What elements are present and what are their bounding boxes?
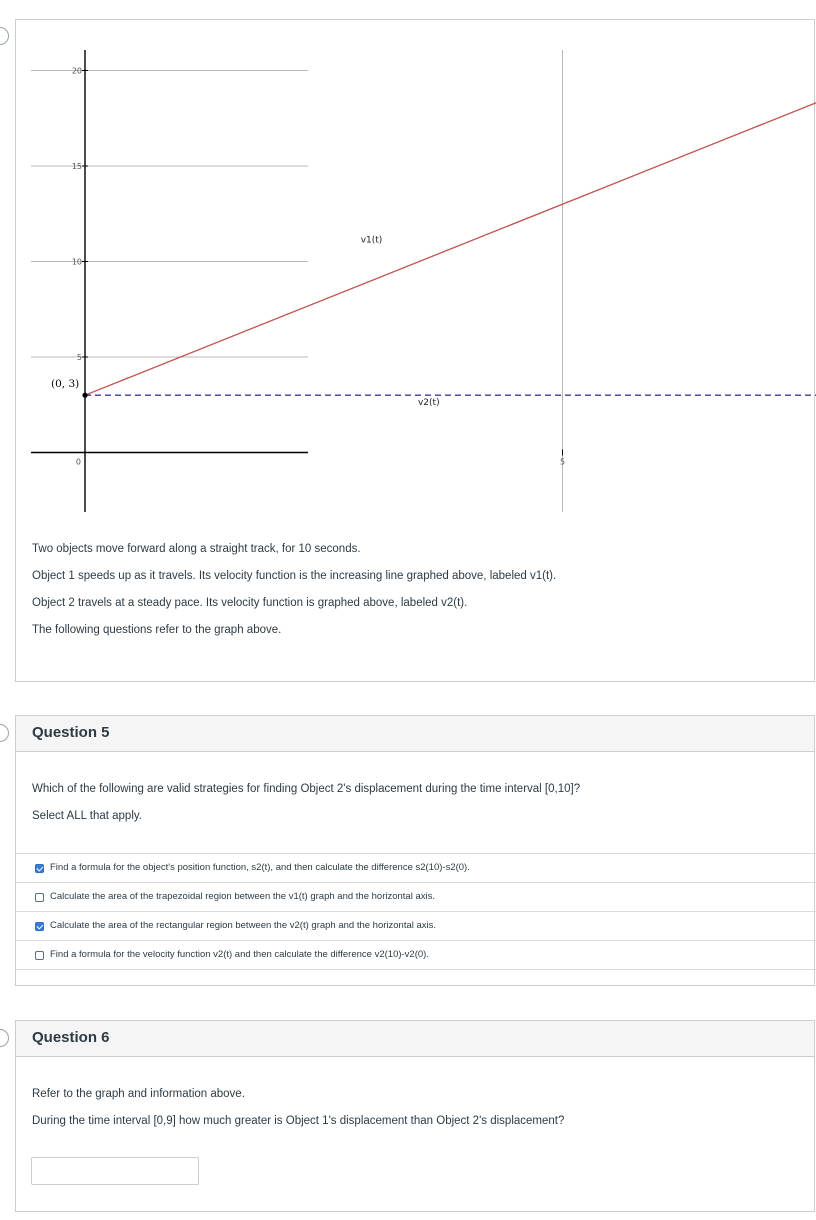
question-6-panel (15, 1020, 815, 1212)
question-title: Question 5 (32, 724, 110, 741)
intro-paragraph-1: Two objects move forward along a straight track, for 10 seconds. (32, 543, 361, 555)
question-header (16, 716, 814, 752)
question-prompt: During the time interval [0,9] how much greater is Object 1's displacement than Object 2's displacement? (32, 1115, 565, 1127)
answer-option-4[interactable] (16, 940, 816, 970)
point-label: (0, 3) (51, 378, 80, 391)
x-tick-label: 0 (75, 457, 81, 467)
answer-checkbox[interactable] (35, 922, 44, 931)
answer-list (16, 853, 816, 970)
y-tick-label: 5 (76, 353, 82, 362)
question-status-indicator (0, 27, 9, 45)
y-tick-label: 10 (71, 257, 82, 267)
series-label: v1(t) (360, 235, 383, 246)
data-point (82, 393, 87, 398)
answer-label[interactable]: Calculate the area of the trapezoidal region between the v1(t) graph and the horizontal axis. (50, 891, 435, 902)
answer-label[interactable]: Calculate the area of the rectangular region between the v2(t) graph and the horizontal axis. (50, 920, 437, 931)
x-tick-label: 5 (559, 457, 566, 467)
question-title: Question 6 (32, 1029, 110, 1046)
numeric-answer-input[interactable] (31, 1157, 199, 1185)
answer-option-3[interactable] (16, 911, 816, 940)
question-prompt: Which of the following are valid strategies for finding Object 2's displacement during the time interval [0,10]? (32, 783, 581, 795)
answer-option-1[interactable] (16, 853, 816, 882)
question-instruction: Select ALL that apply. (32, 810, 142, 822)
question-status-indicator (0, 1029, 9, 1047)
series-label: v2(t) (417, 397, 440, 408)
question-context: Refer to the graph and information above. (32, 1088, 245, 1100)
answer-checkbox[interactable] (35, 864, 44, 873)
velocity-graph (16, 20, 566, 520)
y-tick-label: 20 (71, 66, 82, 76)
intro-paragraph-4: The following questions refer to the graph above. (32, 624, 282, 636)
y-tick-label: 15 (71, 162, 82, 171)
answer-label[interactable]: Find a formula for the object's position function, s2(t), and then calculate the difference s2(10)-s2(0). (50, 862, 470, 873)
question-header (16, 1021, 814, 1057)
intro-paragraph-3: Object 2 travels at a steady pace. Its velocity function is graphed above, labeled v2(t). (32, 597, 468, 609)
answer-checkbox[interactable] (35, 893, 44, 902)
answer-option-2[interactable] (16, 882, 816, 911)
intro-paragraph-2: Object 1 speeds up as it travels. Its velocity function is the increasing line graphed above, labeled v1(t). (32, 570, 557, 582)
question-status-indicator (0, 724, 9, 742)
intro-panel (15, 19, 815, 682)
answer-checkbox[interactable] (35, 951, 44, 960)
answer-label[interactable]: Find a formula for the velocity function v2(t) and then calculate the difference v2(10)-v2(0). (50, 949, 429, 960)
question-5-panel (15, 715, 815, 986)
